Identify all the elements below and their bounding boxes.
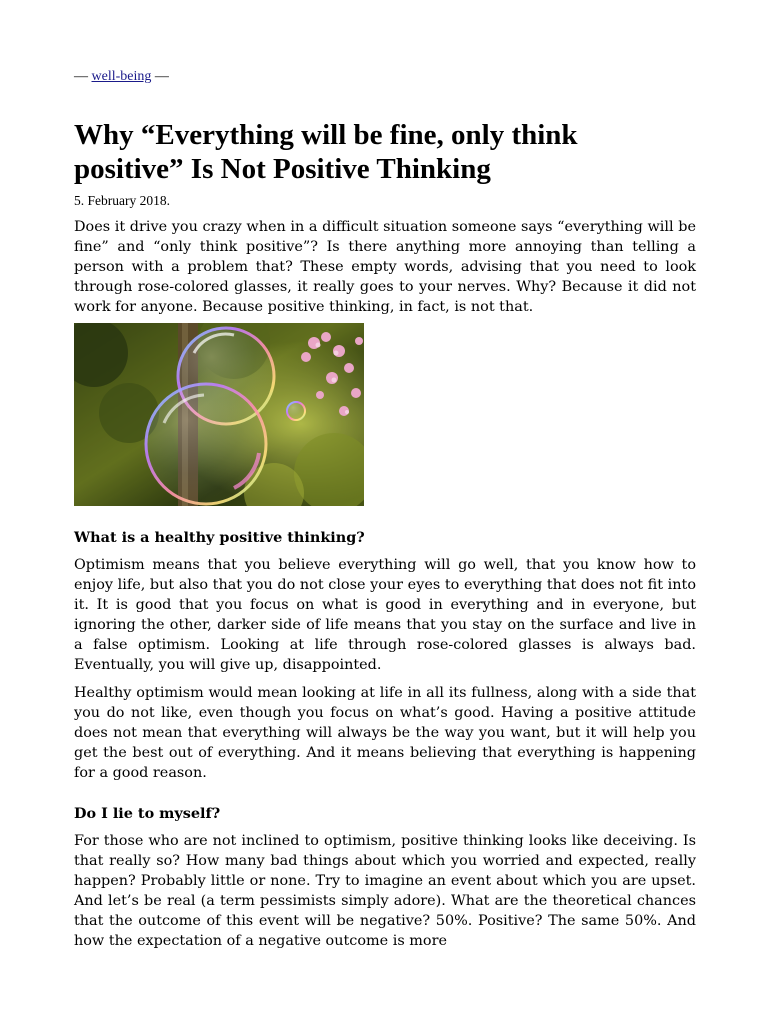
- category-line: [74, 67, 169, 87]
- category-suffix: —: [154, 69, 169, 84]
- category-prefix: —: [74, 69, 88, 84]
- category-link-well-being[interactable]: well-being: [91, 69, 152, 84]
- section-paragraph: Healthy optimism would mean looking at life in all its fullness, along with a side that you do not like, even though you focus on what’s good. Having a positive attitude does not mean that everything will always be the way you want, but it will help you get the best out of everything. And it means believing that everything is happening for a good reason.: [74, 685, 696, 781]
- intro-paragraph: Does it drive you crazy when in a difficult situation someone says “everything will be fine” and “only think positive”? Is there anything more annoying than telling a person with a problem that? These empty words, advising that you need to look through rose-colored glasses, it really goes to your nerves. Why? Because it did not work for anyone. Because positive thinking, in fact, is not that.: [74, 219, 696, 315]
- section-paragraph: Optimism means that you believe everything will go well, that you know how to enjoy life, but also that you do not close your eyes to everything that does not fit into it. It is good that you focus on what is good in everything and in everyone, but ignoring the other, darker side of life means that you stay on the surface and live in a false optimism. Looking at life through rose-colored glasses is always bad. Eventually, you will give up, disappointed.: [74, 557, 696, 673]
- section-heading-healthy-positive-thinking: What is a healthy positive thinking?: [74, 529, 365, 546]
- section-heading-do-i-lie: Do I lie to myself?: [74, 805, 221, 822]
- section-paragraph: For those who are not inclined to optimism, positive thinking looks like deceiving. Is that really so? How many bad things about which you worried and expected, really happen? Probably little or none. Try to imagine an event about which you are upset. And let’s be real (a term pessimists simply adore). What are the theoretical chances that the outcome of this event will be negative? 50%. Positive? The same 50%. And how the expectation of a negative outcome is more: [74, 833, 696, 949]
- soap-bubbles-photo: [74, 323, 364, 506]
- article-date: 5. February 2018.: [74, 193, 170, 208]
- article-title: Why “Everything will be fine, only think positive” Is Not Positive Thinking: [74, 119, 578, 185]
